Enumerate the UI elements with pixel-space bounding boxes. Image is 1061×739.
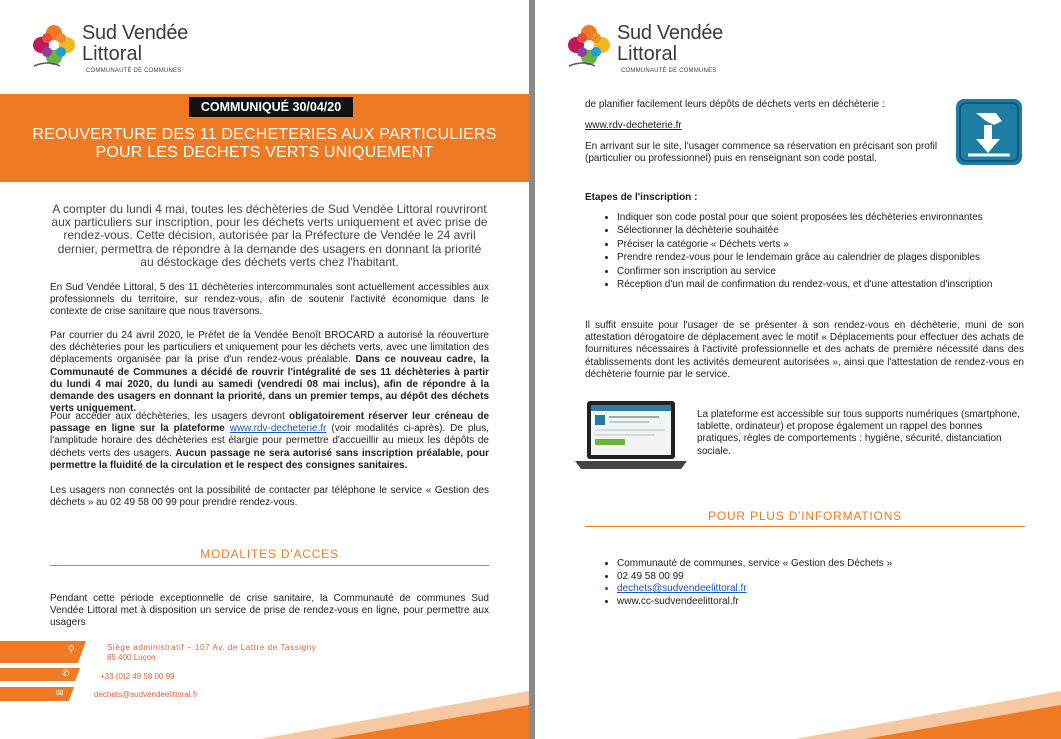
paragraph-2-text: Par courrier du 24 avril 2020, le Préfet de la Vendée Benoît BROCARD a autorisé la réouverture des déchèteries pour les particuliers et uniquement pour les déchets verts, avec une limitation des déplacements organisée par la prise d'un rendez-vous préalable. <box>50 330 489 366</box>
logo-line2: Littoral <box>617 43 678 65</box>
section-title-infos: POUR PLUS D'INFORMATIONS <box>708 509 902 523</box>
logo-line1: Sud Vendée <box>617 22 723 44</box>
page2-paragraph-3: Il suffit ensuite pour l'usager de se présenter à son rendez-vous en déchèterie, muni de son attestation dérogatoire de déplacement avec le motif « Déplacements pour effectuer des achats de fournitures nécessaires à l'activité professionnelle et des achats de première nécessité dans des établissements dont les activités demeurent autorisées », ainsi que l'attestation de rendez-vous en déchèterie fournie par le service. <box>585 320 1024 380</box>
paragraph-5: Pendant cette période exceptionnelle de crise sanitaire, la Communauté de communes Sud Vendée Littoral met à disposition un service de prise de rendez-vous en ligne, pour permettre aux usagers <box>50 593 489 629</box>
step-item: • Confirmer son inscription au service <box>617 265 1057 278</box>
paragraph-2 <box>50 330 489 415</box>
page2-rdv-link[interactable]: www.rdv-decheterie.fr <box>585 120 682 131</box>
rdv-app-icon <box>956 99 1022 165</box>
phone-icon: ✆ <box>62 668 70 678</box>
footer-address-line1: Siège administratif – 107 Av. de Lattre de Tassigny <box>107 643 317 652</box>
step-item: • Prendre rendez-vous pour le lendemain grâce au calendrier de plages disponibles <box>617 251 1057 264</box>
paragraph-3-bold-a: obligatoirement réserver leur créneau de passage en ligne sur la plateforme <box>50 411 490 435</box>
logo-flower-icon <box>30 22 78 70</box>
intro-paragraph: A compter du lundi 4 mai, toutes les déchèteries de Sud Vendée Littoral rouvriront aux particuliers sur inscription, pour les déchets verts uniquement et avec prise de rendez-vous. Cette décision, autorisée par la Préfecture de Vendée le 24 avril dernier, permettra de répondre à la demande des usagers en donnant la priorité au déstockage des déchets verts chez l'habitant. <box>51 202 488 269</box>
logo-line1: Sud Vendée <box>82 22 188 44</box>
paragraph-1: En Sud Vendée Littoral, 5 des 11 déchèteries intercommunales sont actuellement accessibles aux professionnels du territoire, sur rendez-vous, afin de soutenir l'activité économique dans le contexte de crise sanitaire que nous traversons. <box>50 282 489 318</box>
logo-flower-icon <box>565 22 613 70</box>
paragraph-3 <box>50 411 489 472</box>
step-item: • Préciser la catégorie « Déchets verts » <box>617 238 1057 251</box>
step-item: • Réception d'un mail de confirmation du rendez-vous, et d'une attestation d'inscription <box>617 278 1057 291</box>
step-item: • Sélectionner la déchèterie souhaitée <box>617 224 1057 237</box>
logo-subtitle: COMMUNAUTÉ DE COMMUNES <box>621 68 717 74</box>
title-line-2: POUR LES DECHETS VERTS UNIQUEMENT <box>95 144 434 161</box>
page2-paragraph-2: En arrivant sur le site, l'usager commence sa réservation en précisant son profil (particulier ou professionnel) puis en renseignant son code postal. <box>585 141 938 165</box>
footer-address <box>107 643 316 663</box>
corner-decoration <box>0 669 529 739</box>
section-rule <box>50 565 489 566</box>
paragraph-3-bold-d: Aucun passage ne sera autorisé sans inscription préalable, pour permettre la fluidité de la circulation et le respect des consignes sanitaires. <box>50 447 489 471</box>
page2-paragraph-1: de planifier facilement leurs dépôts de déchets verts en déchèterie : <box>585 99 885 110</box>
contact-phone: • 02 49 58 00 99 <box>617 571 1057 584</box>
step-item: • Indiquer son code postal pour que soient proposées les déchèteries environnantes <box>617 211 1057 224</box>
section-title-modalites: MODALITES D'ACCES <box>200 547 339 561</box>
page-1 <box>0 0 529 739</box>
page-2 <box>535 0 1061 739</box>
laptop-illustration <box>575 399 687 471</box>
logo <box>30 22 188 70</box>
paragraph-3-text-c: (voir modalités ci-après). De plus, l'amplitude horaire des déchèteries est élargie pour permettre d'accueillir au mieux les dépôts de déchets verts des usagers. <box>50 423 489 459</box>
contacts-list <box>585 558 1057 608</box>
footer-email[interactable]: dechets@sudvendeelittoral.fr <box>94 690 198 699</box>
location-icon: ⚲ <box>68 644 75 654</box>
footer-address-line2: 85 400 Luçon <box>107 653 156 662</box>
contact-email[interactable]: • dechets@sudvendeelittoral.fr <box>617 583 1057 596</box>
logo-line2: Littoral <box>82 43 143 65</box>
page-title <box>10 126 519 162</box>
paragraph-2-bold: Dans ce nouveau cadre, la Communauté de Communes a décidé de rouvrir l'intégralité de ses 11 déchèteries à partir du lundi 4 mai 2020, du lundi au samedi (vendredi 08 mai inclus), afin de répondre à la demande des usagers en donnant la priorité, dans un premier temps, au dépôt des déchets verts uniquement. <box>50 354 489 415</box>
steps-title: Etapes de l'inscription : <box>585 192 698 203</box>
page2-paragraph-4: La plateforme est accessible sur tous supports numériques (smartphone, tablette, ordinateur) et propose également un rappel des bonnes pratiques, règles de comportements : hygiène, sécurité, distanciation sociale. <box>697 409 1020 457</box>
communique-tag: COMMUNIQUÉ 30/04/20 <box>189 97 353 117</box>
paragraph-3-text-a: Pour accéder aux déchèteries, les usagers devront <box>50 411 290 422</box>
rdv-decheterie-link[interactable]: www.rdv-decheterie.fr <box>229 423 327 435</box>
logo-text <box>617 22 723 64</box>
logo-text <box>82 22 188 64</box>
paragraph-4: Les usagers non connectés ont la possibilité de contacter par téléphone le service « Gestion des déchets » au 02 49 58 00 99 pour prendre rendez-vous. <box>50 485 489 509</box>
contact-service: • Communauté de communes, service « Gestion des Déchets » <box>617 558 1057 571</box>
logo-page-2 <box>565 22 723 70</box>
contact-website[interactable]: • www.cc-sudvendeelittoral.fr <box>617 596 1057 609</box>
section-rule <box>585 526 1025 527</box>
mail-icon: ✉ <box>56 688 64 698</box>
steps-list <box>585 211 1057 291</box>
hand-down-arrow-icon <box>956 99 1022 165</box>
corner-decoration <box>535 669 1061 739</box>
logo-subtitle: COMMUNAUTÉ DE COMMUNES <box>86 68 182 74</box>
footer-phone: +33 (0)2 49 58 00 99 <box>100 672 175 681</box>
title-line-1: REOUVERTURE DES 11 DECHETERIES AUX PARTICULIERS <box>32 126 497 143</box>
